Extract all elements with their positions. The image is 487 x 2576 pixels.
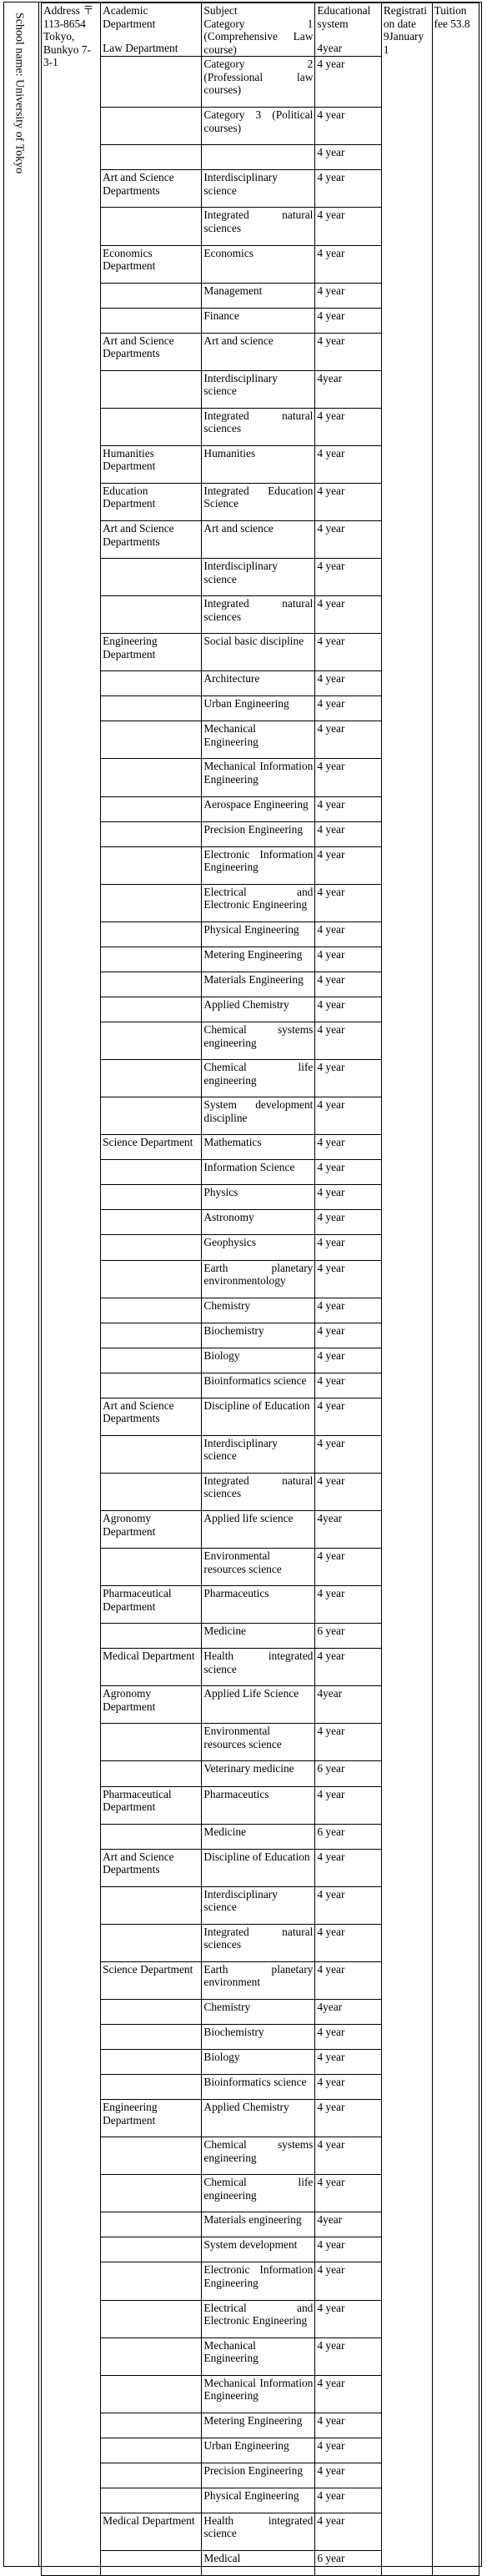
educational-system-cell: 4 year (315, 308, 381, 333)
subject-cell: Metering Engineering (202, 947, 315, 972)
subject-cell (202, 3, 315, 57)
subject-label: Subject (203, 4, 238, 17)
department-cell: Science Department (101, 1961, 202, 1999)
subject-cell: Integrated natural sciences (202, 1473, 315, 1510)
department-cell (101, 1060, 202, 1097)
educational-system-cell: 4 year (315, 559, 381, 596)
department-cell (101, 2212, 202, 2237)
educational-system-cell: 4 year (315, 696, 381, 721)
department-cell: Engineering Department (101, 634, 202, 671)
department-cell (101, 696, 202, 721)
educational-system-cell: 4 year (315, 2337, 381, 2375)
educational-system-value: 4year (317, 42, 343, 55)
educational-system-cell: 4 year (315, 2024, 381, 2049)
subject-cell: Interdisciplinary science (202, 559, 315, 596)
educational-system-cell: 4 year (315, 759, 381, 796)
subject-cell: Information Science (202, 1160, 315, 1185)
subject-cell: Art and science (202, 333, 315, 370)
subject-cell: Bioinformatics science (202, 1373, 315, 1398)
academic-department-cell (101, 3, 202, 57)
educational-system-cell: 4 year (315, 408, 381, 445)
educational-system-cell: 4 year (315, 921, 381, 947)
department-cell (101, 1323, 202, 1348)
subject-cell: Mechanical Engineering (202, 721, 315, 759)
subject-cell: Biology (202, 2050, 315, 2075)
subject-cell: Finance (202, 308, 315, 333)
school-name-column (4, 3, 39, 2566)
department-cell (101, 1210, 202, 1235)
subject-cell: Integrated Education Science (202, 483, 315, 520)
educational-system-cell: 4 year (315, 2513, 381, 2550)
department-cell (101, 145, 202, 170)
subject-cell: Integrated natural sciences (202, 208, 315, 245)
educational-system-cell: 4 year (315, 2488, 381, 2513)
department-cell (101, 997, 202, 1022)
subject-cell: Electrical and Electronic Engineering (202, 884, 315, 921)
educational-system-cell: 4 year (315, 1724, 381, 1761)
subject-cell: Electronic Information Engineering (202, 846, 315, 884)
educational-system-cell: 4 year (315, 1060, 381, 1097)
educational-system-cell: 4 year (315, 2375, 381, 2413)
department-cell (101, 972, 202, 997)
subject-cell: Economics (202, 245, 315, 283)
department-cell: Agronomy Department (101, 1686, 202, 1724)
subject-cell: Chemistry (202, 1298, 315, 1323)
educational-system-cell: 4 year (315, 1849, 381, 1886)
subject-cell: Integrated natural sciences (202, 408, 315, 445)
subject-cell: Applied life science (202, 1511, 315, 1549)
subject-cell: Health integrated science (202, 2513, 315, 2550)
department-cell: Pharmaceutical Department (101, 1786, 202, 1824)
subject-cell: Health integrated science (202, 1649, 315, 1686)
subject-cell: Bioinformatics science (202, 2075, 315, 2100)
subject-cell: Integrated natural sciences (202, 596, 315, 634)
department-cell: Education Department (101, 483, 202, 520)
department-cell (101, 796, 202, 821)
subject-cell: Biochemistry (202, 1323, 315, 1348)
subject-cell: Architecture (202, 671, 315, 696)
department-name: Law Department (103, 42, 178, 55)
department-cell (101, 108, 202, 145)
educational-system-cell: 4 year (315, 208, 381, 245)
department-cell: Engineering Department (101, 2100, 202, 2137)
department-cell (101, 721, 202, 759)
educational-system-cell: 4 year (315, 1435, 381, 1473)
subject-cell: Applied Life Science (202, 1686, 315, 1724)
department-cell (101, 370, 202, 408)
subject-cell: Urban Engineering (202, 696, 315, 721)
subject-cell: Biology (202, 1348, 315, 1373)
department-cell (101, 2024, 202, 2049)
department-cell (101, 596, 202, 634)
subject-cell: Physics (202, 1185, 315, 1210)
educational-system-cell: 4 year (315, 445, 381, 483)
department-cell (101, 759, 202, 796)
educational-system-cell: 4 year (315, 1373, 381, 1398)
subject-cell: Metering Engineering (202, 2413, 315, 2438)
educational-system-cell: 4 year (315, 145, 381, 170)
department-cell: Art and Science Departments (101, 521, 202, 559)
educational-system-cell: 4 year (315, 1348, 381, 1373)
tuition-fee-text: Tuition fee 53.8 (434, 4, 470, 30)
department-cell (101, 408, 202, 445)
subject-cell: Electronic Information Engineering (202, 2262, 315, 2300)
department-cell (101, 2237, 202, 2262)
department-cell (101, 2075, 202, 2100)
department-cell (101, 2262, 202, 2300)
educational-system-cell: 4 year (315, 634, 381, 671)
subject-cell: Integrated natural sciences (202, 1924, 315, 1961)
subject-cell: Chemical life engineering (202, 2175, 315, 2212)
department-cell (101, 671, 202, 696)
subject-cell: Medicine (202, 1824, 315, 1849)
subject-cell: Biochemistry (202, 2024, 315, 2049)
subject-cell: Interdisciplinary science (202, 1435, 315, 1473)
department-cell (101, 1824, 202, 1849)
educational-system-cell: 4 year (315, 2237, 381, 2262)
department-cell (101, 884, 202, 921)
subject-cell: Social basic discipline (202, 634, 315, 671)
subject-cell: Materials engineering (202, 2212, 315, 2237)
subject-cell: Applied Chemistry (202, 997, 315, 1022)
educational-system-cell: 4 year (315, 721, 381, 759)
educational-system-cell: 4 year (315, 483, 381, 520)
department-cell: Pharmaceutical Department (101, 1586, 202, 1624)
school-name: School name: University of Tokyo (13, 13, 26, 174)
department-cell (101, 1473, 202, 1510)
subject-cell: Chemical life engineering (202, 1060, 315, 1097)
department-cell (101, 846, 202, 884)
subject-cell: Urban Engineering (202, 2438, 315, 2463)
educational-system-cell: 4 year (315, 1549, 381, 1586)
subject-cell: Humanities (202, 445, 315, 483)
educational-system-cell: 4 year (315, 2050, 381, 2075)
subject-cell: Interdisciplinary science (202, 370, 315, 408)
educational-system-cell: 4 year (315, 1473, 381, 1510)
educational-system-cell: 4 year (315, 333, 381, 370)
document-frame (3, 2, 482, 2567)
subject-cell: Medicine (202, 1624, 315, 1649)
subject-cell: Chemistry (202, 1999, 315, 2024)
educational-system-cell: 4year (315, 1686, 381, 1724)
subject-cell: Environmental resources science (202, 1549, 315, 1586)
subject-cell: Interdisciplinary science (202, 170, 315, 208)
educational-system-cell: 4 year (315, 1323, 381, 1348)
department-cell: Medical Department (101, 1649, 202, 1686)
subject-cell: Category 2 (Professional law courses) (202, 57, 315, 108)
subject-cell: Discipline of Education (202, 1398, 315, 1435)
educational-system-cell: 4 year (315, 2175, 381, 2212)
department-cell (101, 2175, 202, 2212)
department-cell (101, 1761, 202, 1786)
department-cell (101, 57, 202, 108)
educational-system-cell: 4 year (315, 1022, 381, 1060)
subject-cell: Interdisciplinary science (202, 1886, 315, 1924)
subject-cell: Astronomy (202, 1210, 315, 1235)
educational-system-cell: 4 year (315, 2262, 381, 2300)
department-cell (101, 1373, 202, 1398)
department-cell (101, 2413, 202, 2438)
department-cell: Agronomy Department (101, 1511, 202, 1549)
department-cell (101, 1886, 202, 1924)
registration-date-text: Registration date 9January 1 (383, 4, 427, 56)
educational-system-cell: 6 year (315, 1624, 381, 1649)
course-table (41, 3, 479, 2576)
department-cell (101, 1260, 202, 1298)
subject-cell: Mechanical Information Engineering (202, 2375, 315, 2413)
educational-system-cell: 4 year (315, 1260, 381, 1298)
educational-system-cell (315, 3, 381, 57)
educational-system-cell: 4year (315, 1511, 381, 1549)
department-cell (101, 2551, 202, 2576)
educational-system-cell: 4 year (315, 2413, 381, 2438)
educational-system-cell: 6 year (315, 1824, 381, 1849)
subject-cell: Medical (202, 2551, 315, 2576)
educational-system-cell: 4 year (315, 796, 381, 821)
educational-system-cell: 4 year (315, 2463, 381, 2488)
educational-system-cell: 4 year (315, 1210, 381, 1235)
educational-system-cell: 4 year (315, 1649, 381, 1686)
educational-system-cell: 4 year (315, 947, 381, 972)
department-cell: Science Department (101, 1135, 202, 1160)
subject-name: Category 1 (Comprehensive Law course) (203, 17, 314, 56)
subject-cell: Precision Engineering (202, 821, 315, 846)
educational-system-cell: 4 year (315, 2075, 381, 2100)
department-cell (101, 559, 202, 596)
department-cell (101, 1097, 202, 1135)
subject-cell: Earth planetary environmentology (202, 1260, 315, 1298)
department-cell (101, 2300, 202, 2337)
educational-system-cell: 4 year (315, 521, 381, 559)
subject-cell: System development discipline (202, 1097, 315, 1135)
educational-system-cell: 4 year (315, 884, 381, 921)
educational-system-cell: 4 year (315, 1185, 381, 1210)
educational-system-cell: 4 year (315, 2100, 381, 2137)
subject-cell: Category 3 (Political courses) (202, 108, 315, 145)
department-cell (101, 2337, 202, 2375)
educational-system-cell: 4 year (315, 671, 381, 696)
department-cell (101, 2463, 202, 2488)
department-cell (101, 2438, 202, 2463)
subject-cell: Applied Chemistry (202, 2100, 315, 2137)
subject-cell: Chemical systems engineering (202, 1022, 315, 1060)
department-cell: Humanities Department (101, 445, 202, 483)
educational-system-cell: 4 year (315, 972, 381, 997)
address-cell (42, 3, 101, 2576)
subject-cell: Pharmaceutics (202, 1586, 315, 1624)
department-cell (101, 1435, 202, 1473)
educational-system-cell: 4 year (315, 1586, 381, 1624)
academic-department-label: Academic Department (103, 4, 156, 30)
subject-cell: Materials Engineering (202, 972, 315, 997)
subject-cell: Discipline of Education (202, 1849, 315, 1886)
educational-system-cell: 4year (315, 2212, 381, 2237)
subject-cell: Precision Engineering (202, 2463, 315, 2488)
educational-system-cell: 4 year (315, 1886, 381, 1924)
department-cell (101, 947, 202, 972)
educational-system-cell: 4 year (315, 2137, 381, 2175)
department-cell (101, 1624, 202, 1649)
subject-cell: Management (202, 283, 315, 308)
department-cell (101, 283, 202, 308)
educational-system-cell: 4 year (315, 1097, 381, 1135)
subject-cell: Physical Engineering (202, 2488, 315, 2513)
department-cell (101, 1999, 202, 2024)
department-cell (101, 208, 202, 245)
subject-cell: Earth planetary environment (202, 1961, 315, 1999)
subject-cell: Physical Engineering (202, 921, 315, 947)
subject-cell: System development (202, 2237, 315, 2262)
header-row (42, 3, 479, 57)
department-cell: Medical Department (101, 2513, 202, 2550)
subject-cell: Mechanical Information Engineering (202, 759, 315, 796)
subject-cell: Art and science (202, 521, 315, 559)
educational-system-cell: 4 year (315, 57, 381, 108)
educational-system-cell: 4 year (315, 108, 381, 145)
department-cell (101, 2137, 202, 2175)
department-cell (101, 1549, 202, 1586)
educational-system-cell: 4 year (315, 1961, 381, 1999)
department-cell (101, 2375, 202, 2413)
educational-system-cell: 4 year (315, 596, 381, 634)
educational-system-cell: 4 year (315, 245, 381, 283)
department-cell (101, 921, 202, 947)
department-cell: Art and Science Departments (101, 170, 202, 208)
subject-cell: Mathematics (202, 1135, 315, 1160)
department-cell: Art and Science Departments (101, 1849, 202, 1886)
department-cell (101, 2488, 202, 2513)
department-cell (101, 1022, 202, 1060)
educational-system-cell: 4 year (315, 283, 381, 308)
department-cell (101, 1924, 202, 1961)
subject-cell: Environmental resources science (202, 1724, 315, 1761)
department-cell: Art and Science Departments (101, 333, 202, 370)
educational-system-cell: 6 year (315, 1761, 381, 1786)
educational-system-cell: 4 year (315, 997, 381, 1022)
department-cell: Art and Science Departments (101, 1398, 202, 1435)
subject-cell: Pharmaceutics (202, 1786, 315, 1824)
subject-cell: Veterinary medicine (202, 1761, 315, 1786)
educational-system-cell: 4year (315, 1999, 381, 2024)
educational-system-label: Educational system (317, 4, 371, 30)
department-cell: Economics Department (101, 245, 202, 283)
educational-system-cell: 4 year (315, 1398, 381, 1435)
department-cell (101, 821, 202, 846)
table-wrapper (41, 3, 481, 2566)
address-text: Address 〒113-8654 Tokyo, Bunkyo 7-3-1 (43, 4, 94, 69)
subject-cell: Geophysics (202, 1235, 315, 1260)
educational-system-cell: 4year (315, 370, 381, 408)
department-cell (101, 1185, 202, 1210)
educational-system-cell: 6 year (315, 2551, 381, 2576)
department-cell (101, 1235, 202, 1260)
subject-cell: Chemical systems engineering (202, 2137, 315, 2175)
department-cell (101, 2050, 202, 2075)
educational-system-cell: 4 year (315, 1160, 381, 1185)
tuition-fee-cell (432, 3, 479, 2576)
department-cell (101, 1348, 202, 1373)
subject-cell (202, 145, 315, 170)
department-cell (101, 1298, 202, 1323)
department-cell (101, 1724, 202, 1761)
educational-system-cell: 4 year (315, 1298, 381, 1323)
educational-system-cell: 4 year (315, 1786, 381, 1824)
educational-system-cell: 4 year (315, 170, 381, 208)
educational-system-cell: 4 year (315, 821, 381, 846)
educational-system-cell: 4 year (315, 1135, 381, 1160)
educational-system-cell: 4 year (315, 1235, 381, 1260)
subject-cell: Aerospace Engineering (202, 796, 315, 821)
educational-system-cell: 4 year (315, 2300, 381, 2337)
subject-cell: Mechanical Engineering (202, 2337, 315, 2375)
department-cell (101, 1160, 202, 1185)
educational-system-cell: 4 year (315, 1924, 381, 1961)
educational-system-cell: 4 year (315, 2438, 381, 2463)
registration-date-cell (381, 3, 432, 2576)
educational-system-cell: 4 year (315, 846, 381, 884)
department-cell (101, 308, 202, 333)
subject-cell: Electrical and Electronic Engineering (202, 2300, 315, 2337)
